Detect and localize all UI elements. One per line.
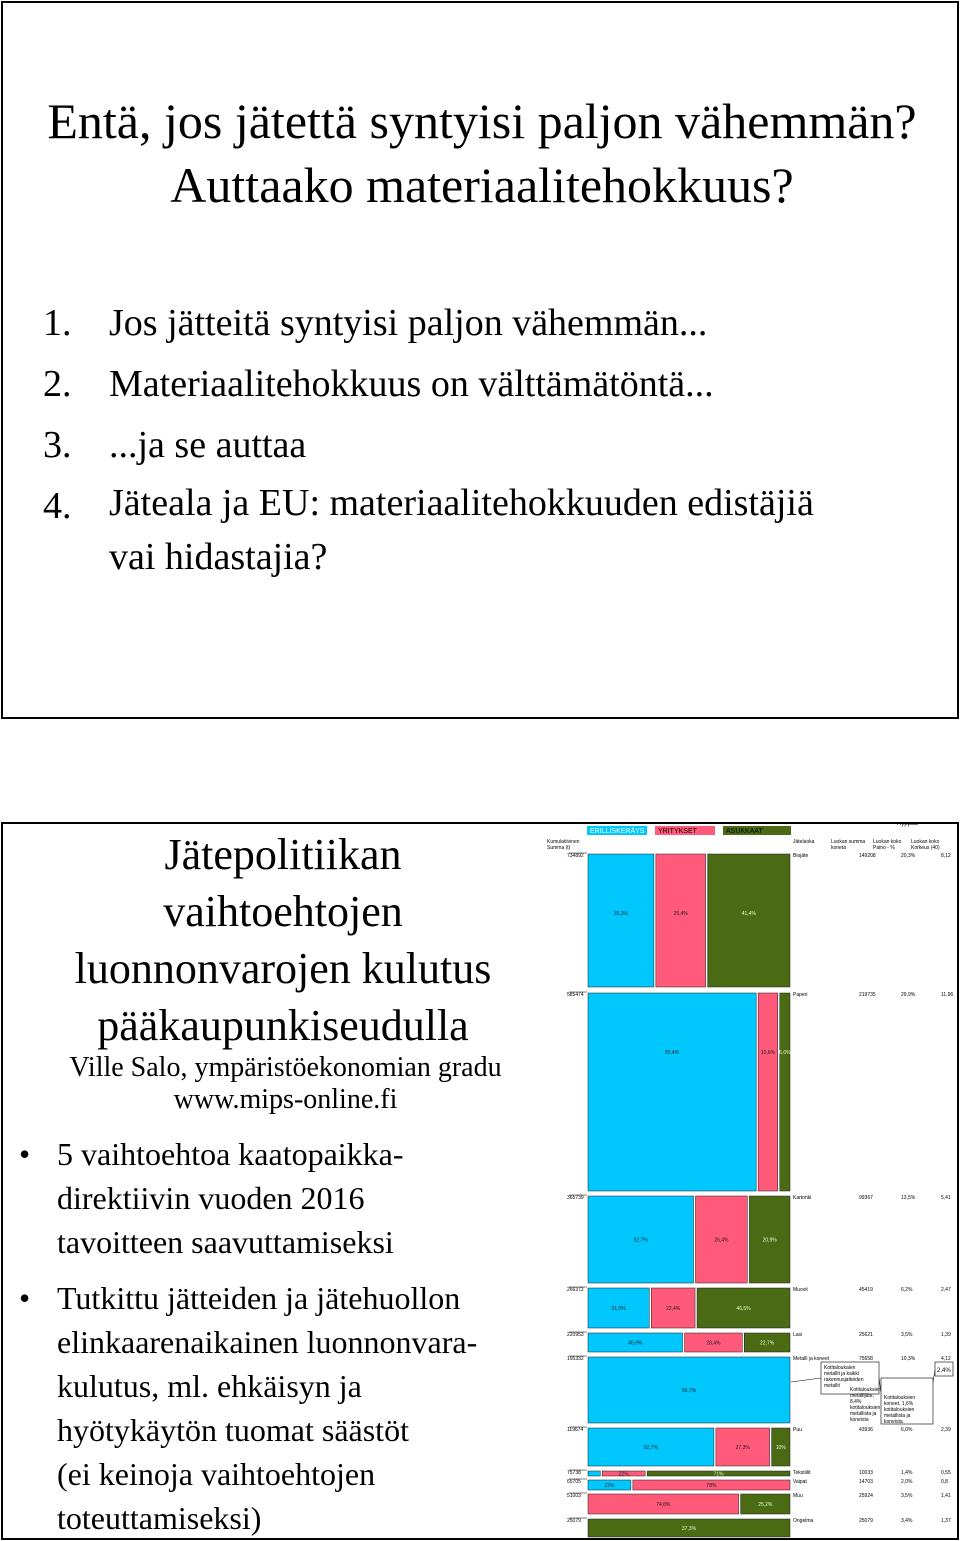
cell-label: 22% <box>618 1471 629 1478</box>
height-label: 1,37 <box>941 1518 951 1524</box>
pct-label: 20,3% <box>901 853 916 859</box>
list-number: 3. <box>43 424 72 466</box>
callout-text: Kotitaloukaien <box>824 1365 856 1371</box>
callout-text: metallista ja <box>850 1411 877 1417</box>
sum-label: 25079 <box>859 1518 873 1524</box>
header-right-sub: Paino - % <box>873 845 895 851</box>
callout-text: 2,4% <box>937 1368 951 1374</box>
mosaic-chart <box>525 822 959 1540</box>
category-label: Puu <box>793 1427 802 1433</box>
pct-label: 29,9% <box>901 992 916 998</box>
category-label: Muu <box>793 1493 803 1499</box>
height-label: 1,39 <box>941 1332 951 1338</box>
callout-text: metallista ja <box>884 1413 911 1419</box>
cell-label: 27,3% <box>735 1445 750 1451</box>
slide-2-title <box>3 826 563 1054</box>
cell-label: 46,5% <box>736 1306 751 1312</box>
cell-label: 33,3% <box>613 911 629 917</box>
header-right: Jätelaoka <box>793 839 815 845</box>
pct-label: 10,3% <box>901 1356 916 1362</box>
category-label: Kartonki <box>793 1195 812 1201</box>
category-label: Lasi <box>793 1332 803 1338</box>
list-number: 4. <box>43 485 72 527</box>
cell-label: 52,7% <box>633 1237 648 1244</box>
pct-label: 6,0% <box>901 1427 913 1433</box>
sum-label: 149208 <box>859 853 876 859</box>
category-label: Paperi <box>793 992 808 998</box>
slide-2 <box>1 822 959 1540</box>
list-item <box>43 476 814 584</box>
cum-label: 119674 <box>567 1427 584 1433</box>
cell-label: 22,7% <box>760 1340 775 1347</box>
website-line: www.mips-online.fi <box>173 1084 398 1115</box>
cell-label: 41,4% <box>741 911 756 917</box>
cum-label: 75738 <box>567 1470 581 1476</box>
cell-label: 78% <box>706 1483 717 1489</box>
category-label: Metalli ja koneet <box>793 1356 830 1362</box>
cum-label: 51003 <box>567 1493 581 1499</box>
list-text: ...ja se auttaa <box>109 424 307 466</box>
sum-label: 99367 <box>859 1195 873 1201</box>
sum-label: 43936 <box>859 1427 873 1433</box>
sum-label: 219735 <box>859 992 876 998</box>
list-text: Jäteala ja EU: materiaalitehokkuuden edistäjiä <box>109 482 814 524</box>
sum-label: 25924 <box>859 1493 873 1499</box>
callout-text: 8,4% <box>850 1399 862 1405</box>
title-line: Jätepolitiikan <box>164 830 402 879</box>
pct-label: 13,5% <box>901 1195 916 1201</box>
cell-label: 62,7% <box>643 1445 659 1451</box>
list-item <box>43 415 814 476</box>
title-line: luonnonvarojen kulutus <box>74 944 492 993</box>
header-right-sub: koneta <box>831 845 847 851</box>
mosaic-cell <box>588 1471 600 1476</box>
callout-text: Kotitalouksien <box>850 1387 882 1393</box>
header-right: Luokan koko <box>873 839 902 845</box>
list-text: Jos jätteitä syntyisi paljon vähemmän... <box>109 302 708 344</box>
list-number: 2. <box>43 363 72 405</box>
cell-label: 22% <box>604 1483 615 1489</box>
callout-line <box>791 1378 821 1382</box>
chart-rows <box>567 853 953 1537</box>
sum-label: 25621 <box>859 1332 873 1338</box>
cell-label: 26,4% <box>714 1237 729 1244</box>
category-label: Vaipat <box>793 1479 807 1485</box>
height-label: 2,47 <box>941 1287 951 1293</box>
legend-label: ERILLISKERÄYS <box>590 828 645 835</box>
callout-text: metallijäte, <box>850 1393 874 1399</box>
bullet-icon: • <box>19 1280 31 1316</box>
pct-label: 6,2% <box>901 1287 913 1293</box>
category-label: Biojäte <box>793 853 809 859</box>
list-number: 1. <box>43 302 72 344</box>
callout-text: koneista <box>850 1417 869 1423</box>
bullet-item <box>19 1132 477 1264</box>
sum-label: 45419 <box>859 1287 873 1293</box>
list-item <box>43 354 814 415</box>
sum-label: 10033 <box>859 1470 873 1476</box>
author-line: Ville Salo, ympäristöekonomian gradu <box>69 1052 502 1083</box>
header-right-sub: Korkeus (40) <box>911 845 940 851</box>
title-line: pääkaupunkiseudulla <box>97 1001 469 1050</box>
mosaic-cell <box>588 993 756 1191</box>
bullet-line: (ei keinoja vaihtoehtojen <box>57 1456 376 1492</box>
title-line: Entä, jos jätettä syntyisi paljon vähemmän? <box>47 93 917 149</box>
header-right: Luokan koko <box>911 839 940 845</box>
category-label: Tekstiilit <box>793 1470 811 1476</box>
height-label: 0,55 <box>941 1470 951 1476</box>
chart-frame <box>547 822 940 851</box>
category-label: Muovit <box>793 1287 808 1293</box>
mosaic-cell <box>780 993 790 1191</box>
header-left: Summa (t) <box>547 845 571 851</box>
cell-label: 56,7% <box>681 1388 697 1394</box>
callout-text: koneet, 1,6% <box>884 1401 914 1407</box>
legend-label: ASUKKAAT <box>726 828 763 835</box>
height-label: 1,41 <box>941 1493 951 1499</box>
cum-label: 266372 <box>567 1287 584 1293</box>
cum-label: 585474 <box>567 992 584 998</box>
cum-label: 25079 <box>567 1518 581 1524</box>
cell-label: 10% <box>775 1445 786 1451</box>
cell-label: 83,4% <box>664 1050 680 1056</box>
height-label: 5,41 <box>941 1195 951 1201</box>
chart-top-label: Hyppää <box>897 822 918 827</box>
cell-label: 22,4% <box>666 1306 681 1312</box>
cell-label: 25,2% <box>758 1502 773 1508</box>
slide-1 <box>1 1 959 719</box>
list-text: vai hidastajia? <box>109 536 328 578</box>
bullet-list <box>19 1132 477 1540</box>
cum-label: 365739 <box>567 1195 584 1201</box>
cell-label: 45,9% <box>628 1340 643 1347</box>
callout-text: koneista <box>884 1419 903 1425</box>
callout-text: Kotitalouksien <box>884 1395 916 1401</box>
mosaic-cell <box>656 854 706 987</box>
pct-label: 3,5% <box>901 1332 913 1338</box>
sum-label: 75658 <box>859 1356 873 1362</box>
height-label: 2,39 <box>941 1427 951 1433</box>
bullet-line: Tutkittu jätteiden ja jätehuollon <box>57 1280 461 1316</box>
pct-label: 1,4% <box>901 1470 913 1476</box>
cum-label: 220953 <box>567 1332 584 1338</box>
bullet-icon: • <box>19 1136 31 1172</box>
cum-label: 734892 <box>567 853 584 859</box>
cell-label: 20,9% <box>762 1237 777 1244</box>
cum-label: 65705 <box>567 1479 581 1485</box>
cell-label: 37,3% <box>681 1526 697 1532</box>
category-label: Ongelma <box>793 1518 814 1524</box>
cell-label: 31,0% <box>611 1306 626 1312</box>
title-line: Auttaako materiaalitehokkuus? <box>170 157 794 213</box>
cell-label: 25,4% <box>673 911 688 917</box>
bullet-line: hyötykäytön tuomat säästöt <box>57 1412 409 1448</box>
list-text: Materiaalitehokkuus on välttämätöntä... <box>109 363 714 405</box>
cell-label: 71% <box>713 1471 724 1478</box>
bullet-line: toteuttamiseksi) <box>57 1500 262 1536</box>
height-label: 4,12 <box>941 1356 951 1362</box>
slide-2-subtitle <box>3 1052 568 1116</box>
cell-label: 28,4% <box>706 1340 721 1347</box>
numbered-list <box>43 293 814 584</box>
pct-label: 3,4% <box>901 1518 913 1524</box>
title-line: vaihtoehtojen <box>163 887 403 936</box>
slide-1-title <box>3 89 960 217</box>
mosaic-cell <box>758 993 778 1191</box>
bullet-line: direktiivin vuoden 2016 <box>57 1180 365 1216</box>
callout-text: kotitalouksien <box>884 1407 915 1413</box>
cell-label: 6,0% <box>779 1050 791 1056</box>
callout-text: metallit ja kaikki <box>824 1371 860 1377</box>
legend-label: YRITYKSET <box>658 828 697 835</box>
list-item <box>43 293 814 354</box>
cum-label: 195332 <box>567 1356 584 1362</box>
callout-text: metallit <box>824 1383 840 1389</box>
header-right: Luokan summa <box>831 839 866 845</box>
pct-label: 2,0% <box>901 1479 913 1485</box>
callout-text: rakennusjatteiden <box>824 1377 864 1383</box>
bullet-line: tavoitteen saavuttamiseksi <box>57 1224 394 1260</box>
bullet-line: elinkaarenaikainen luonnonvara- <box>57 1324 478 1360</box>
bullet-line: 5 vaihtoehtoa kaatopaikka- <box>57 1136 404 1172</box>
header-left: Kumulatiivinen <box>547 839 580 845</box>
bullet-item <box>19 1276 477 1540</box>
height-label: 8,12 <box>941 853 951 859</box>
height-label: 11,96 <box>941 992 954 998</box>
height-label: 0,8 <box>941 1479 948 1485</box>
cell-label: 74,8% <box>656 1502 671 1508</box>
mosaic-cell <box>708 854 790 987</box>
cell-label: 10,6% <box>760 1050 776 1056</box>
sum-label: 14703 <box>859 1479 873 1485</box>
callout-text: kotitalouksien <box>850 1405 881 1411</box>
bullet-line: kulutus, ml. ehkäisyn ja <box>57 1368 362 1404</box>
pct-label: 3,5% <box>901 1493 913 1499</box>
mosaic-cell <box>588 854 654 987</box>
